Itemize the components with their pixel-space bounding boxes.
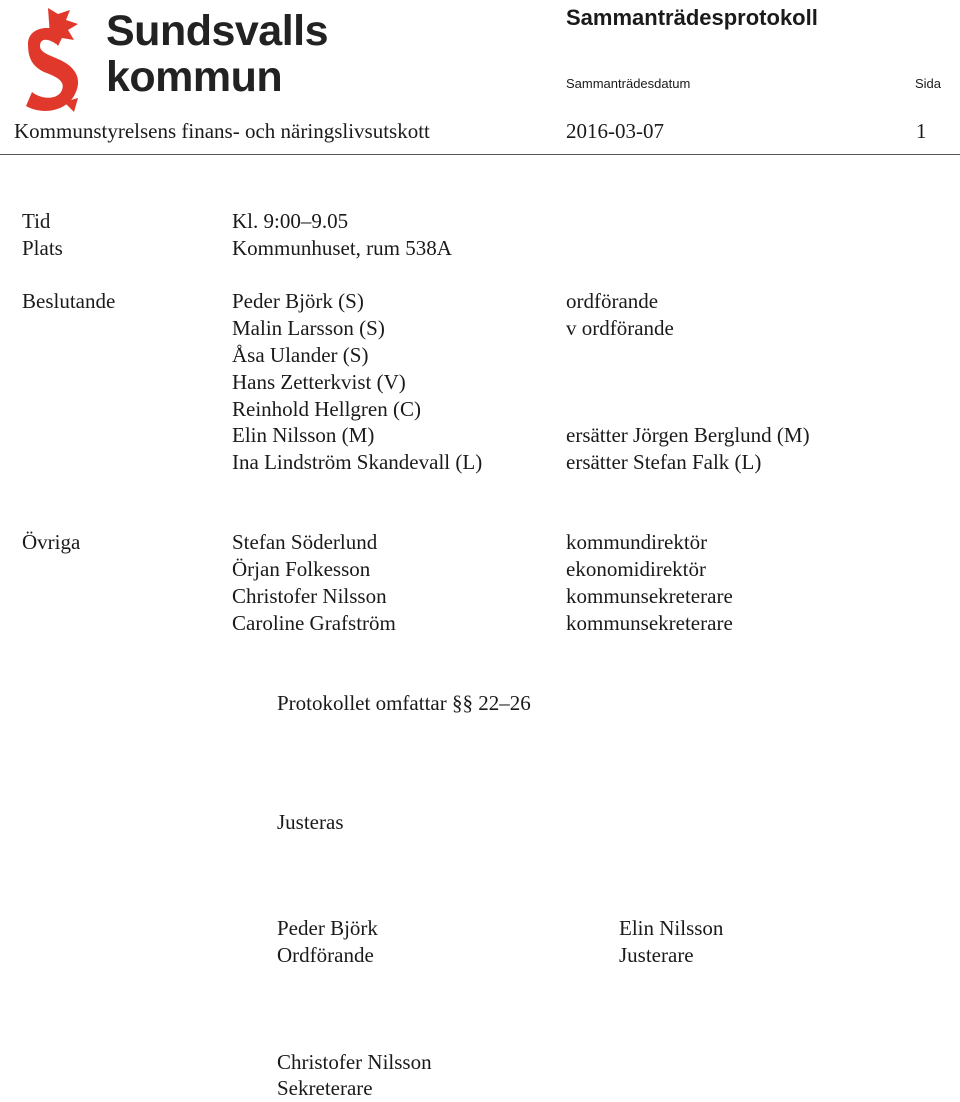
member-name: Hans Zetterkvist (V) (232, 370, 406, 394)
place-label: Plats (22, 236, 63, 260)
chair-signature-name: Peder Björk (277, 916, 378, 940)
member-name: Malin Larsson (S) (232, 316, 385, 340)
other-role: kommundirektör (566, 530, 708, 554)
adjuster-signature-title: Justerare (619, 943, 694, 967)
secretary-signature-name: Christofer Nilsson (277, 1050, 432, 1074)
protocol-scope: Protokollet omfattar §§ 22–26 (277, 691, 531, 715)
dragon-emblem-icon (18, 6, 88, 118)
other-name: Caroline Grafström (232, 611, 396, 635)
member-name: Ina Lindström Skandevall (L) (232, 450, 483, 474)
adjuster-signature-name: Elin Nilsson (619, 916, 724, 940)
member-role: ersätter Jörgen Berglund (M) (566, 423, 810, 447)
meeting-date: 2016-03-07 (566, 119, 664, 143)
other-name: Örjan Folkesson (232, 557, 371, 581)
decision-makers-label: Beslutande (22, 289, 116, 313)
chair-signature-title: Ordförande (277, 943, 374, 967)
member-name: Åsa Ulander (S) (232, 343, 369, 367)
member-name: Reinhold Hellgren (C) (232, 397, 421, 421)
sundsvall-logo (18, 4, 329, 120)
member-role: ordförande (566, 289, 659, 313)
time-label: Tid (22, 209, 51, 233)
member-name: Elin Nilsson (M) (232, 423, 375, 447)
place-value: Kommunhuset, rum 538A (232, 236, 452, 260)
other-name: Christofer Nilsson (232, 584, 387, 608)
other-role: kommunsekreterare (566, 584, 733, 608)
member-role: v ordförande (566, 316, 674, 340)
other-role: ekonomidirektör (566, 557, 706, 581)
document-type: Sammanträdesprotokoll (566, 5, 818, 30)
time-value: Kl. 9:00–9.05 (232, 209, 349, 233)
others-label: Övriga (22, 530, 81, 554)
logo-wordmark-kommun: kommun (106, 53, 283, 101)
meeting-date-label: Sammanträdesdatum (566, 76, 691, 91)
page-number: 1 (916, 119, 927, 143)
committee-name: Kommunstyrelsens finans- och näringslivsutskott (14, 119, 430, 143)
secretary-signature-title: Sekreterare (277, 1076, 373, 1100)
member-role: ersätter Stefan Falk (L) (566, 450, 762, 474)
member-name: Peder Björk (S) (232, 289, 364, 313)
logo-wordmark-sundsvalls: Sundsvalls (106, 7, 329, 55)
verification-label: Justeras (277, 810, 344, 834)
other-name: Stefan Söderlund (232, 530, 378, 554)
other-role: kommunsekreterare (566, 611, 733, 635)
page-label: Sida (915, 76, 942, 91)
header-divider (0, 154, 960, 155)
